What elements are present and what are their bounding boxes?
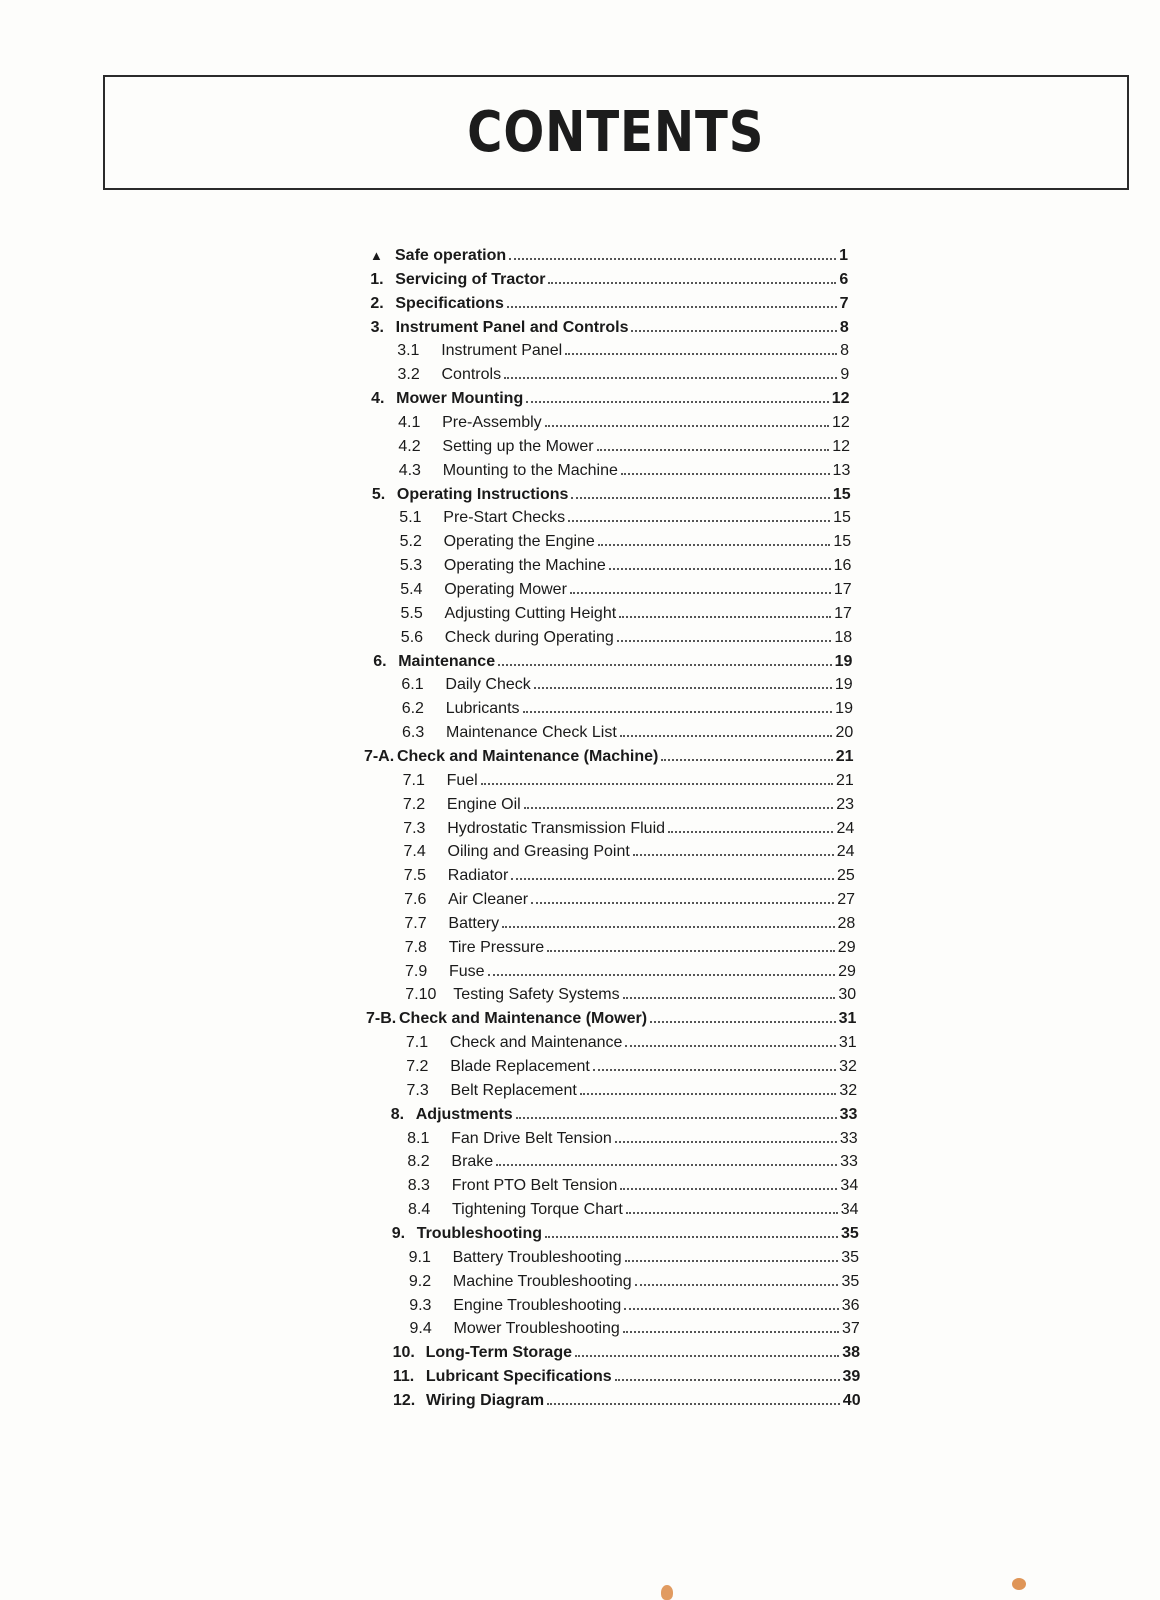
- toc-entry[interactable]: [398, 436, 850, 458]
- toc-page-number: 33: [839, 1106, 858, 1123]
- dot-leader: [575, 1355, 839, 1357]
- dot-leader: [623, 997, 836, 999]
- toc-entry[interactable]: [400, 579, 851, 601]
- toc-number: 4.1: [398, 414, 421, 431]
- toc-label: Fuel: [446, 772, 478, 789]
- toc-number: 8.1: [407, 1130, 430, 1147]
- toc-label: Operating the Engine: [443, 533, 595, 550]
- toc-number: 2.: [370, 295, 384, 312]
- dot-leader: [593, 1069, 836, 1071]
- toc-page-number: 1: [839, 247, 848, 264]
- toc-number: 6.1: [401, 676, 424, 693]
- toc-number: 7.1: [405, 1034, 429, 1051]
- toc-entry[interactable]: [404, 841, 855, 863]
- toc-label: Belt Replacement: [450, 1082, 577, 1099]
- toc-number: 5.6: [400, 629, 424, 646]
- toc-page-number: 8: [840, 342, 850, 359]
- dot-leader: [615, 1379, 840, 1381]
- toc-page-number: 7: [839, 295, 849, 312]
- toc-label: Maintenance: [398, 653, 496, 670]
- toc-number: 1.: [370, 271, 384, 288]
- toc-page-number: 36: [841, 1297, 860, 1314]
- toc-label: Radiator: [447, 867, 509, 884]
- dot-leader: [570, 592, 831, 594]
- toc-number: 11.: [392, 1368, 415, 1385]
- dot-leader: [511, 878, 834, 880]
- dot-leader: [481, 783, 833, 785]
- toc-number: 7.3: [406, 1082, 429, 1099]
- toc-number: 6.2: [401, 700, 424, 717]
- dot-leader: [547, 1403, 840, 1405]
- toc-entry[interactable]: [399, 460, 851, 482]
- toc-number: 9.: [391, 1225, 406, 1242]
- dot-leader: [524, 807, 834, 809]
- dot-leader: [526, 401, 829, 403]
- dot-leader: [650, 1021, 836, 1023]
- toc-number: 12.: [393, 1392, 416, 1409]
- toc-page-number: 28: [837, 915, 856, 932]
- dot-leader: [488, 974, 836, 976]
- toc-page-number: 21: [835, 772, 854, 789]
- toc-label: Testing Safety Systems: [453, 986, 620, 1003]
- toc-label: Operating Instructions: [396, 486, 569, 503]
- dot-leader: [531, 902, 834, 904]
- toc-page-number: 17: [833, 581, 852, 598]
- dot-leader: [626, 1212, 838, 1214]
- toc-label: Servicing of Tractor: [395, 271, 546, 288]
- dot-leader: [635, 1284, 839, 1286]
- toc-label: Long-Term Storage: [425, 1344, 572, 1361]
- dot-leader: [597, 449, 830, 451]
- toc-number: 10.: [392, 1344, 415, 1361]
- toc-entry[interactable]: [409, 1271, 859, 1293]
- toc-page-number: 20: [835, 724, 854, 741]
- toc-page-number: 29: [838, 963, 856, 980]
- toc-number: 6.: [373, 653, 387, 670]
- toc-entry[interactable]: [404, 913, 855, 935]
- toc-number: 7.1: [402, 772, 425, 789]
- toc-page-number: 6: [839, 271, 849, 288]
- toc-entry[interactable]: [398, 412, 850, 434]
- dot-leader: [615, 1141, 837, 1143]
- toc-number: 3.2: [397, 366, 420, 383]
- toc-label: Mower Troubleshooting: [453, 1320, 620, 1337]
- toc-number: 9.1: [408, 1249, 431, 1266]
- toc-number: 9.3: [409, 1297, 432, 1314]
- toc-number: 8.4: [408, 1201, 431, 1218]
- toc-page-number: 19: [834, 653, 853, 670]
- toc-entry[interactable]: [397, 340, 849, 362]
- toc-number: 7.4: [403, 843, 426, 860]
- toc-page-number: 17: [834, 605, 852, 622]
- toc-entry[interactable]: [401, 674, 852, 696]
- toc-entry[interactable]: [402, 698, 853, 720]
- toc-entry[interactable]: [393, 1342, 860, 1364]
- toc-label: Machine Troubleshooting: [452, 1273, 632, 1290]
- toc-page-number: 15: [832, 486, 851, 503]
- warning-icon: ▲: [370, 248, 383, 263]
- toc-label: Tightening Torque Chart: [452, 1201, 623, 1218]
- toc-entry[interactable]: [405, 984, 856, 1006]
- toc-page-number: 27: [837, 891, 856, 908]
- toc-label: Check during Operating: [444, 629, 614, 646]
- toc-entry[interactable]: [405, 961, 856, 983]
- toc-number: 7.5: [403, 867, 427, 884]
- toc-label: Tire Pressure: [448, 939, 545, 956]
- toc-page-number: 16: [833, 557, 852, 574]
- toc-number: 5.5: [400, 605, 423, 622]
- toc-entry[interactable]: [407, 1151, 858, 1173]
- toc-entry[interactable]: [400, 555, 852, 577]
- toc-label: Air Cleaner: [448, 891, 529, 908]
- dot-leader: [623, 1331, 839, 1333]
- toc-label: Engine Troubleshooting: [453, 1297, 622, 1314]
- toc-label: Safe operation: [395, 247, 507, 264]
- toc-page-number: 15: [833, 533, 852, 550]
- dot-leader: [621, 473, 830, 475]
- toc-number: 7-B.: [366, 1010, 397, 1027]
- dot-leader: [668, 831, 833, 833]
- toc-number: 7.10: [405, 986, 437, 1003]
- toc-entry[interactable]: [401, 603, 852, 625]
- toc-number: 4.: [371, 390, 385, 407]
- toc-entry[interactable]: [406, 1056, 857, 1078]
- toc-label: Front PTO Belt Tension: [451, 1177, 618, 1194]
- toc-label: Adjustments: [415, 1106, 513, 1123]
- dot-leader: [565, 353, 837, 355]
- dot-leader: [625, 1045, 835, 1047]
- dot-leader: [580, 1093, 837, 1095]
- dot-leader: [625, 1260, 839, 1262]
- toc-page-number: 19: [834, 676, 853, 693]
- toc-number: 5.1: [399, 509, 422, 526]
- toc-page-number: 31: [838, 1034, 857, 1051]
- toc-entry[interactable]: [392, 1223, 859, 1245]
- toc-entry[interactable]: [364, 746, 854, 768]
- toc-page-number: 12: [831, 390, 850, 407]
- toc-label: Check and Maintenance: [449, 1034, 623, 1051]
- dot-leader: [661, 759, 832, 761]
- toc-page-number: 40: [842, 1392, 861, 1409]
- dot-leader: [496, 1164, 837, 1166]
- dot-leader: [504, 377, 837, 379]
- dot-leader: [498, 664, 832, 666]
- toc-page-number: 32: [839, 1058, 857, 1075]
- dot-leader: [617, 640, 832, 642]
- toc-number: 3.1: [397, 342, 420, 359]
- toc-entry[interactable]: [370, 245, 848, 267]
- toc-entry[interactable]: [370, 293, 848, 315]
- toc-page-number: 25: [837, 867, 855, 884]
- toc-page-number: 39: [842, 1368, 861, 1385]
- toc-label: Operating Mower: [444, 581, 567, 598]
- dot-leader: [507, 306, 837, 308]
- toc-page-number: 12: [832, 414, 850, 431]
- toc-page-number: 15: [833, 509, 851, 526]
- toc-label: Fan Drive Belt Tension: [451, 1130, 612, 1147]
- toc-entry[interactable]: [393, 1366, 861, 1388]
- toc-label: Pre-Start Checks: [443, 509, 566, 526]
- dot-leader: [523, 711, 833, 713]
- toc-entry[interactable]: [409, 1247, 859, 1269]
- dot-leader: [545, 425, 829, 427]
- dot-leader: [619, 616, 831, 618]
- toc-page-number: 32: [839, 1082, 858, 1099]
- dot-leader: [624, 1308, 838, 1310]
- toc-page-number: 23: [836, 796, 855, 813]
- toc-label: Check and Maintenance (Machine): [396, 748, 659, 765]
- toc-number: 7-A.: [363, 748, 395, 765]
- toc-label: Maintenance Check List: [446, 724, 617, 741]
- toc-entry[interactable]: [372, 484, 851, 506]
- toc-page-number: 37: [842, 1320, 860, 1337]
- dot-leader: [502, 926, 834, 928]
- toc-label: Operating the Machine: [443, 557, 606, 574]
- toc-label: Pre-Assembly: [442, 414, 542, 431]
- toc-number: 5.2: [399, 533, 422, 550]
- page-title: CONTENTS: [467, 100, 765, 165]
- toc-page-number: 18: [834, 629, 853, 646]
- toc-number: 7.6: [404, 891, 427, 908]
- toc-number: 5.4: [400, 581, 423, 598]
- toc-label: Blade Replacement: [450, 1058, 590, 1075]
- toc-entry[interactable]: [410, 1318, 860, 1340]
- toc-number: 8.: [390, 1106, 405, 1123]
- toc-number: 4.2: [398, 438, 421, 455]
- toc-entry[interactable]: [403, 770, 854, 792]
- toc-label: Daily Check: [445, 676, 531, 693]
- toc-page-number: 35: [841, 1249, 860, 1266]
- toc-entry[interactable]: [404, 889, 855, 911]
- toc-number: 8.2: [407, 1153, 430, 1170]
- paper-stain: [1012, 1578, 1026, 1590]
- toc-number: 7.9: [405, 963, 428, 980]
- dot-leader: [620, 735, 833, 737]
- toc-label: Lubricants: [445, 700, 520, 717]
- dot-leader: [620, 1188, 837, 1190]
- toc-number: 7.2: [402, 796, 426, 813]
- dot-leader: [598, 544, 831, 546]
- toc-number: 6.3: [402, 724, 425, 741]
- toc-entry[interactable]: [407, 1080, 858, 1102]
- dot-leader: [534, 687, 832, 689]
- toc-number: 7.7: [404, 915, 427, 932]
- toc-entry[interactable]: [402, 722, 853, 744]
- dot-leader: [631, 330, 836, 332]
- toc-number: 9.2: [408, 1273, 432, 1290]
- toc-page-number: 21: [835, 748, 854, 765]
- toc-label: Oiling and Greasing Point: [447, 843, 630, 860]
- toc-entry[interactable]: [398, 364, 850, 386]
- toc-entry[interactable]: [408, 1199, 859, 1221]
- toc-label: Hydrostatic Transmission Fluid: [447, 820, 666, 837]
- toc-page-number: 8: [839, 319, 849, 336]
- toc-entry[interactable]: [401, 627, 852, 649]
- toc-label: Lubricant Specifications: [425, 1368, 612, 1385]
- toc-entry[interactable]: [407, 1128, 858, 1150]
- toc-number: 5.: [371, 486, 386, 503]
- toc-page-number: 34: [840, 1177, 859, 1194]
- toc-label: Battery: [448, 915, 500, 932]
- toc-page-number: 24: [836, 843, 855, 860]
- toc-page-number: 35: [841, 1273, 860, 1290]
- toc-page-number: 38: [842, 1344, 861, 1361]
- toc-page-number: 34: [840, 1201, 859, 1218]
- toc-number: 9.4: [409, 1320, 432, 1337]
- dot-leader: [548, 282, 836, 284]
- toc-label: Setting up the Mower: [442, 438, 594, 455]
- toc-label: Brake: [451, 1153, 494, 1170]
- toc-entry[interactable]: [405, 937, 856, 959]
- toc-page-number: 29: [837, 939, 856, 956]
- toc-page-number: 9: [840, 366, 850, 383]
- toc-label: Battery Troubleshooting: [452, 1249, 622, 1266]
- toc-entry[interactable]: [370, 269, 848, 291]
- toc-entry[interactable]: [373, 651, 852, 673]
- toc-page-number: 24: [836, 820, 855, 837]
- toc-label: Fuse: [449, 963, 485, 980]
- toc-page-number: 13: [832, 462, 851, 479]
- toc-entry[interactable]: [408, 1175, 859, 1197]
- toc-page-number: 33: [840, 1153, 858, 1170]
- toc-entry[interactable]: [403, 818, 854, 840]
- dot-leader: [609, 568, 831, 570]
- toc-label: Troubleshooting: [416, 1225, 543, 1242]
- toc-entry[interactable]: [406, 1032, 857, 1054]
- toc-number: 7.2: [406, 1058, 429, 1075]
- dot-leader: [516, 1117, 837, 1119]
- toc-label: Adjusting Cutting Height: [444, 605, 617, 622]
- toc-page-number: 30: [838, 986, 857, 1003]
- dot-leader: [633, 854, 834, 856]
- toc-entry[interactable]: [366, 1008, 856, 1030]
- paper-stain: [661, 1585, 673, 1600]
- dot-leader: [547, 950, 835, 952]
- dot-leader: [571, 497, 829, 499]
- toc-page-number: 19: [835, 700, 853, 717]
- toc-label: Check and Maintenance (Mower): [399, 1010, 648, 1027]
- toc-number: 3.: [370, 319, 384, 336]
- toc-page-number: 31: [838, 1010, 857, 1027]
- toc-number: 7.3: [403, 820, 426, 837]
- toc-number: 4.3: [398, 462, 421, 479]
- dot-leader: [509, 258, 836, 260]
- toc-entry[interactable]: [409, 1295, 859, 1317]
- toc-label: Instrument Panel: [441, 342, 563, 359]
- toc-label: Controls: [441, 366, 502, 383]
- toc-entry[interactable]: [371, 388, 849, 410]
- toc-number: 8.3: [407, 1177, 430, 1194]
- toc-entry[interactable]: [404, 865, 855, 887]
- toc-entry[interactable]: [391, 1104, 858, 1126]
- toc-number: 5.3: [399, 557, 423, 574]
- toc-page-number: 33: [839, 1130, 858, 1147]
- toc-entry[interactable]: [400, 531, 852, 553]
- toc-label: Engine Oil: [446, 796, 521, 813]
- toc-label: Instrument Panel and Controls: [395, 319, 629, 336]
- toc-label: Mower Mounting: [396, 390, 524, 407]
- toc-label: Mounting to the Machine: [442, 462, 618, 479]
- toc-label: Wiring Diagram: [426, 1392, 545, 1409]
- toc-label: Specifications: [395, 295, 504, 312]
- dot-leader: [545, 1236, 838, 1238]
- toc-number: 7.8: [404, 939, 427, 956]
- toc-entry[interactable]: [399, 507, 851, 529]
- dot-leader: [568, 520, 830, 522]
- toc-page-number: 12: [832, 438, 851, 455]
- toc-page-number: 35: [840, 1225, 859, 1242]
- toc-entry[interactable]: [371, 317, 849, 339]
- toc-entry[interactable]: [403, 794, 854, 816]
- toc-entry[interactable]: [393, 1390, 861, 1412]
